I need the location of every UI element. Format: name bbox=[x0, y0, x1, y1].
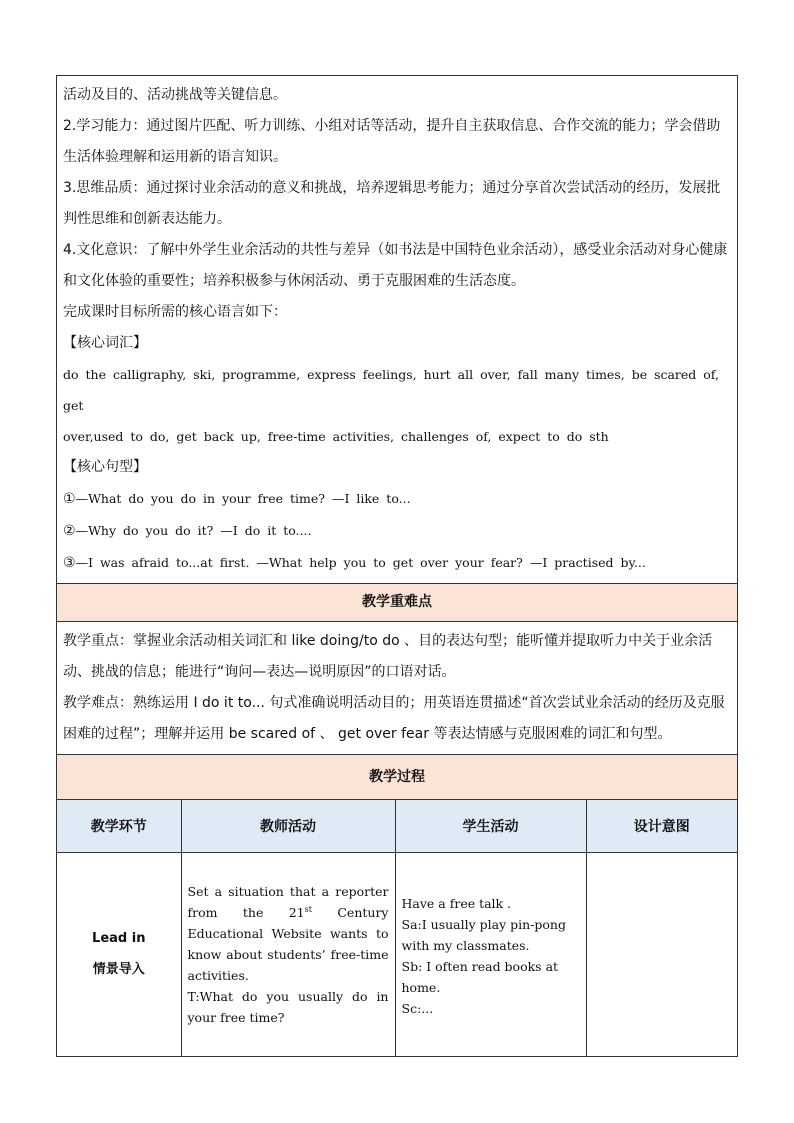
student-line: Sb: I often read books at home. bbox=[401, 959, 559, 995]
teacher-question: T:What do you usually do in your free time? bbox=[187, 989, 389, 1025]
key-points-heading: 教学重难点 bbox=[57, 583, 737, 622]
vocab-list-1: do the calligraphy, ski, programme, express feelings, hurt all over, fall many times, be scared of, get bbox=[63, 367, 719, 413]
sentence-1-text: —What do you do in your free time? —I like to... bbox=[75, 491, 411, 506]
teacher-text-a: Set a situation that a reporter from the 21 bbox=[187, 884, 389, 920]
sentence-3-text: —I was afraid to...at first. —What help you to get over your fear? —I practised by... bbox=[75, 555, 646, 570]
process-heading bbox=[57, 754, 737, 800]
col-student: 学生活动 bbox=[395, 800, 586, 853]
vocab-list-2: over,used to do, get back up, free-time activities, challenges of, expect to do sth bbox=[63, 429, 609, 444]
process-header-row bbox=[57, 800, 737, 853]
key-points-section bbox=[57, 622, 737, 754]
sentence-3 bbox=[63, 547, 731, 579]
student-activity-cell bbox=[395, 853, 586, 1056]
student-line: Have a free talk . bbox=[401, 896, 512, 911]
objective-thinking: 3.思维品质：通过探讨业余活动的意义和挑战，培养逻辑思考能力；通过分享首次尝试活动的经历，发展批判性思维和创新表达能力。 bbox=[63, 180, 721, 227]
intent-cell bbox=[586, 853, 737, 1056]
stage-cell bbox=[57, 853, 181, 1056]
table-row bbox=[57, 853, 737, 1056]
number-1-icon: ① bbox=[63, 491, 76, 507]
sentence-2 bbox=[63, 515, 731, 547]
objective-learning-ability: 2.学习能力：通过图片匹配、听力训练、小组对话等活动，提升自主获取信息、合作交流的能力；学会借助生活体验理解和运用新的语言知识。 bbox=[63, 118, 721, 165]
student-line: Sa:I usually play pin-pong with my classmates. bbox=[401, 917, 566, 953]
stage-cn: 情景导入 bbox=[92, 962, 145, 978]
stage-en: Lead in bbox=[92, 931, 146, 947]
teacher-sup: st bbox=[304, 904, 312, 914]
sentence-1 bbox=[63, 483, 731, 515]
col-teacher: 教师活动 bbox=[181, 800, 395, 853]
teacher-activity-cell bbox=[181, 853, 395, 1056]
objective-culture: 4.文化意识：了解中外学生业余活动的共性与差异（如书法是中国特色业余活动），感受业余活动对身心健康和文化体验的重要性；培养积极参与休闲活动、勇于克服困难的生活态度。 bbox=[63, 242, 728, 289]
lesson-plan-table bbox=[56, 75, 738, 1057]
number-3-icon: ③ bbox=[63, 555, 76, 571]
objectives-section bbox=[57, 76, 737, 583]
number-2-icon: ② bbox=[63, 523, 76, 539]
vocab-title: 【核心词汇】 bbox=[63, 335, 147, 351]
process-heading-text: 教学过程 bbox=[369, 769, 425, 785]
col-stage: 教学环节 bbox=[57, 800, 181, 853]
process-table bbox=[57, 800, 737, 1056]
col-intent: 设计意图 bbox=[586, 800, 737, 853]
core-language-intro: 完成课时目标所需的核心语言如下： bbox=[63, 304, 287, 320]
teacher-text-b: Century Educational Website wants to know about students’ free-time activities. bbox=[187, 905, 389, 983]
sentence-title: 【核心句型】 bbox=[63, 459, 147, 475]
student-line: Sc:... bbox=[401, 1001, 434, 1016]
teaching-focus: 教学重点：掌握业余活动相关词汇和 like doing/to do 、目的表达句型；能听懂并提取听力中关于业余活动、挑战的信息；能进行“询问—表达—说明原因”的口语对话。 bbox=[63, 633, 713, 680]
sentence-2-text: —Why do you do it? —I do it to.... bbox=[75, 523, 312, 538]
teaching-difficulty: 教学难点：熟练运用 I do it to... 句式准确说明活动目的；用英语连贯描述“首次尝试业余活动的经历及克服困难的过程”；理解并运用 be scared of 、 get over fear 等表达情感与克服困难的词汇和句型。 bbox=[63, 695, 725, 742]
teacher-situation bbox=[188, 881, 389, 986]
objective-line: 活动及目的、活动挑战等关键信息。 bbox=[63, 87, 287, 103]
